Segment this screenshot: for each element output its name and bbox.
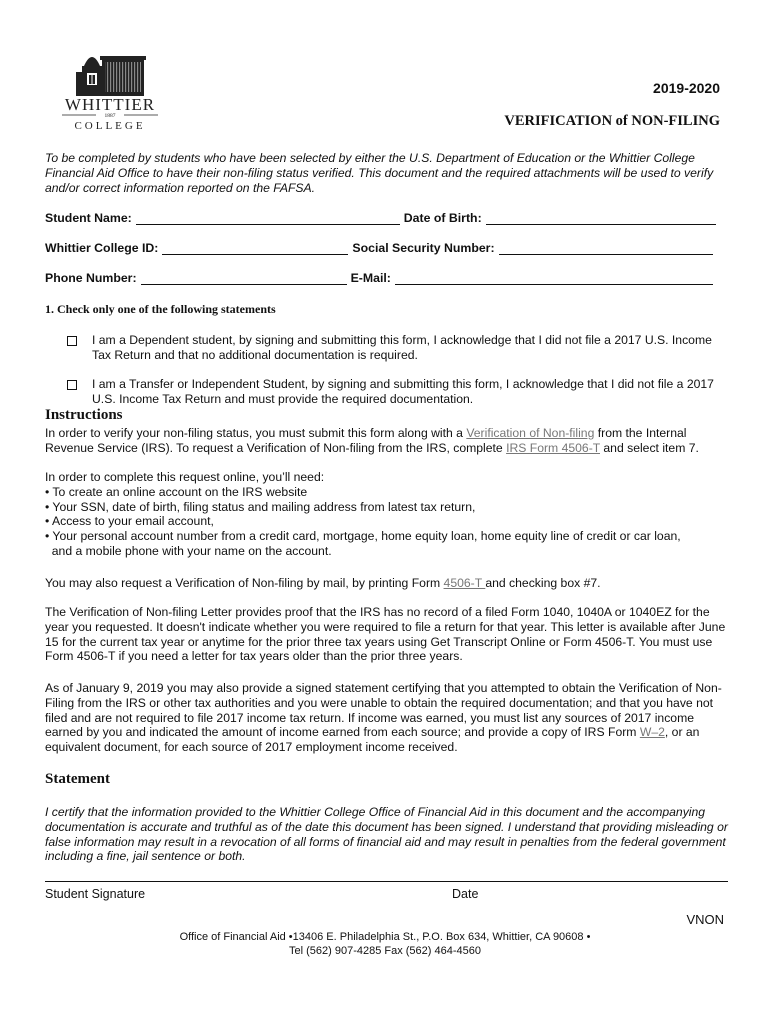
- instr-text-c: and select item 7.: [600, 440, 699, 455]
- signature-line[interactable]: [45, 881, 728, 882]
- vnf-letter-paragraph: The Verification of Non-filing Letter provides proof that the IRS has no record of a filed Form 1040, 1040A or 1040EZ for the year you requested. It doesn't indicate whether you were required to file a return for that year. This letter is available after June 15 for the current tax year or anytime for the prior three tax years using Get Transcript Online or Form 4506-T. You must use Form 4506-T if you need a letter for tax years older than the prior three years.: [45, 605, 726, 664]
- mail-paragraph: [45, 576, 735, 591]
- ssn-label: Social Security Number:: [352, 241, 495, 255]
- college-id-label: Whittier College ID:: [45, 241, 159, 255]
- list-intro: In order to complete this request online, you’ll need:: [45, 470, 325, 484]
- student-signature-label: Student Signature: [45, 887, 146, 901]
- list-item: and a mobile phone with your name on the account.: [45, 543, 332, 558]
- email-field[interactable]: [395, 272, 713, 285]
- student-name-label: Student Name:: [45, 211, 132, 225]
- phone-field[interactable]: [141, 272, 347, 285]
- instr-text-b: from the Internal Revenue Service (IRS). To request a Verification of Non-filing from the IRS, complete: [45, 426, 687, 455]
- instructions-paragraph: [45, 426, 735, 456]
- academic-year: 2019-2020: [653, 80, 720, 96]
- footer-address: Office of Financial Aid •13406 E. Philadelphia St., P.O. Box 634, Whittier, CA 90608 •: [179, 931, 591, 943]
- row-id-ssn: [45, 241, 725, 255]
- student-name-field[interactable]: [136, 212, 400, 225]
- list-item: • Access to your email account,: [45, 514, 214, 529]
- whittier-college-logo: [50, 44, 170, 132]
- mail-text-a: You may also request a Verification of Non-filing by mail, by printing Form: [45, 576, 444, 590]
- independent-checkbox[interactable]: [67, 380, 77, 390]
- phone-label: Phone Number:: [45, 271, 137, 285]
- online-requirements: [45, 470, 735, 559]
- w2-link[interactable]: W–2: [639, 725, 665, 740]
- list-item: • Your personal account number from a credit card, mortgage, home equity loan, home equity line of credit or car loan,: [45, 529, 681, 544]
- irs-form-link[interactable]: IRS Form 4506-T: [506, 440, 600, 455]
- date-label: Date: [452, 887, 479, 901]
- logo-name-text: WHITTIER: [64, 95, 156, 114]
- building-icon: [76, 56, 146, 96]
- independent-option-text: I am a Transfer or Independent Student, by signing and submitting this form, I acknowledge that I did not file a 2017 U.S. Income Tax Return and must provide the required documentation.: [92, 377, 714, 406]
- verification-link[interactable]: Verification of Non-filing: [466, 426, 595, 440]
- logo-year-text: 1887: [104, 113, 116, 119]
- row-phone-email: [45, 271, 725, 285]
- document-title: VERIFICATION of NON-FILING: [504, 113, 720, 129]
- dob-field[interactable]: [486, 212, 716, 225]
- statement-paragraph: I certify that the information provided to the Whittier College Office of Financial Aid in this document and the accompanying documentation is accurate and truthful as of the date this document has been signed. I understand that providing misleading or false information may result in a revocation of all forms of financial aid and may result in penalties from the federal government including a fine, jail sentence or both.: [45, 805, 728, 864]
- option-dependent: [67, 333, 727, 363]
- mail-text-b: and checking box #7.: [485, 576, 601, 590]
- dob-label: Date of Birth:: [403, 211, 482, 225]
- statement-heading: Statement: [45, 771, 110, 787]
- instructions-heading: Instructions: [45, 407, 123, 423]
- signed-statement-paragraph: [45, 681, 735, 755]
- college-id-field[interactable]: [162, 242, 348, 255]
- form-code: VNON: [686, 912, 724, 927]
- logo-college-text: COLLEGE: [74, 120, 146, 132]
- intro-paragraph: To be completed by students who have been selected by either the U.S. Department of Education or the Whittier College Financial Aid Office to have their non-filing status verified. This document and the required attachments will be used to verify and/or correct information reported on the FAFSA.: [45, 151, 714, 195]
- row-name-dob: [45, 211, 725, 225]
- instr-text-a: In order to verify your non-filing status, you must submit this form along with a: [45, 426, 467, 440]
- dependent-checkbox[interactable]: [67, 336, 77, 346]
- ssn-field[interactable]: [499, 242, 713, 255]
- form-4506t-link[interactable]: 4506-T: [443, 576, 486, 590]
- jan-text-b: , or an equivalent document, for each source of 2017 employment income received.: [45, 725, 700, 755]
- list-item: • Your SSN, date of birth, filing status and mailing address from latest tax return,: [45, 499, 476, 514]
- jan-text-a: As of January 9, 2019 you may also provide a signed statement certifying that you attempted to obtain the Verification of Non-Filing from the IRS or other tax authorities and you were unable to obtain the required documentation; and that you have not filed and are not required to file 2017 income tax return. If income was earned, you must list any sources of 2017 income earned by you and indicated the amount of income earned from each source; and provide a copy of IRS Form: [45, 681, 722, 740]
- option-independent: [67, 377, 727, 407]
- dependent-option-text: I am a Dependent student, by signing and submitting this form, I acknowledge that I did not file a 2017 U.S. Income Tax Return and that no additional documentation is required.: [92, 333, 712, 362]
- check-heading: 1. Check only one of the following statements: [45, 302, 276, 316]
- list-item: • To create an online account on the IRS website: [45, 484, 308, 499]
- email-label: E-Mail:: [350, 271, 391, 285]
- footer-phone: Tel (562) 907-4285 Fax (562) 464-4560: [288, 945, 481, 957]
